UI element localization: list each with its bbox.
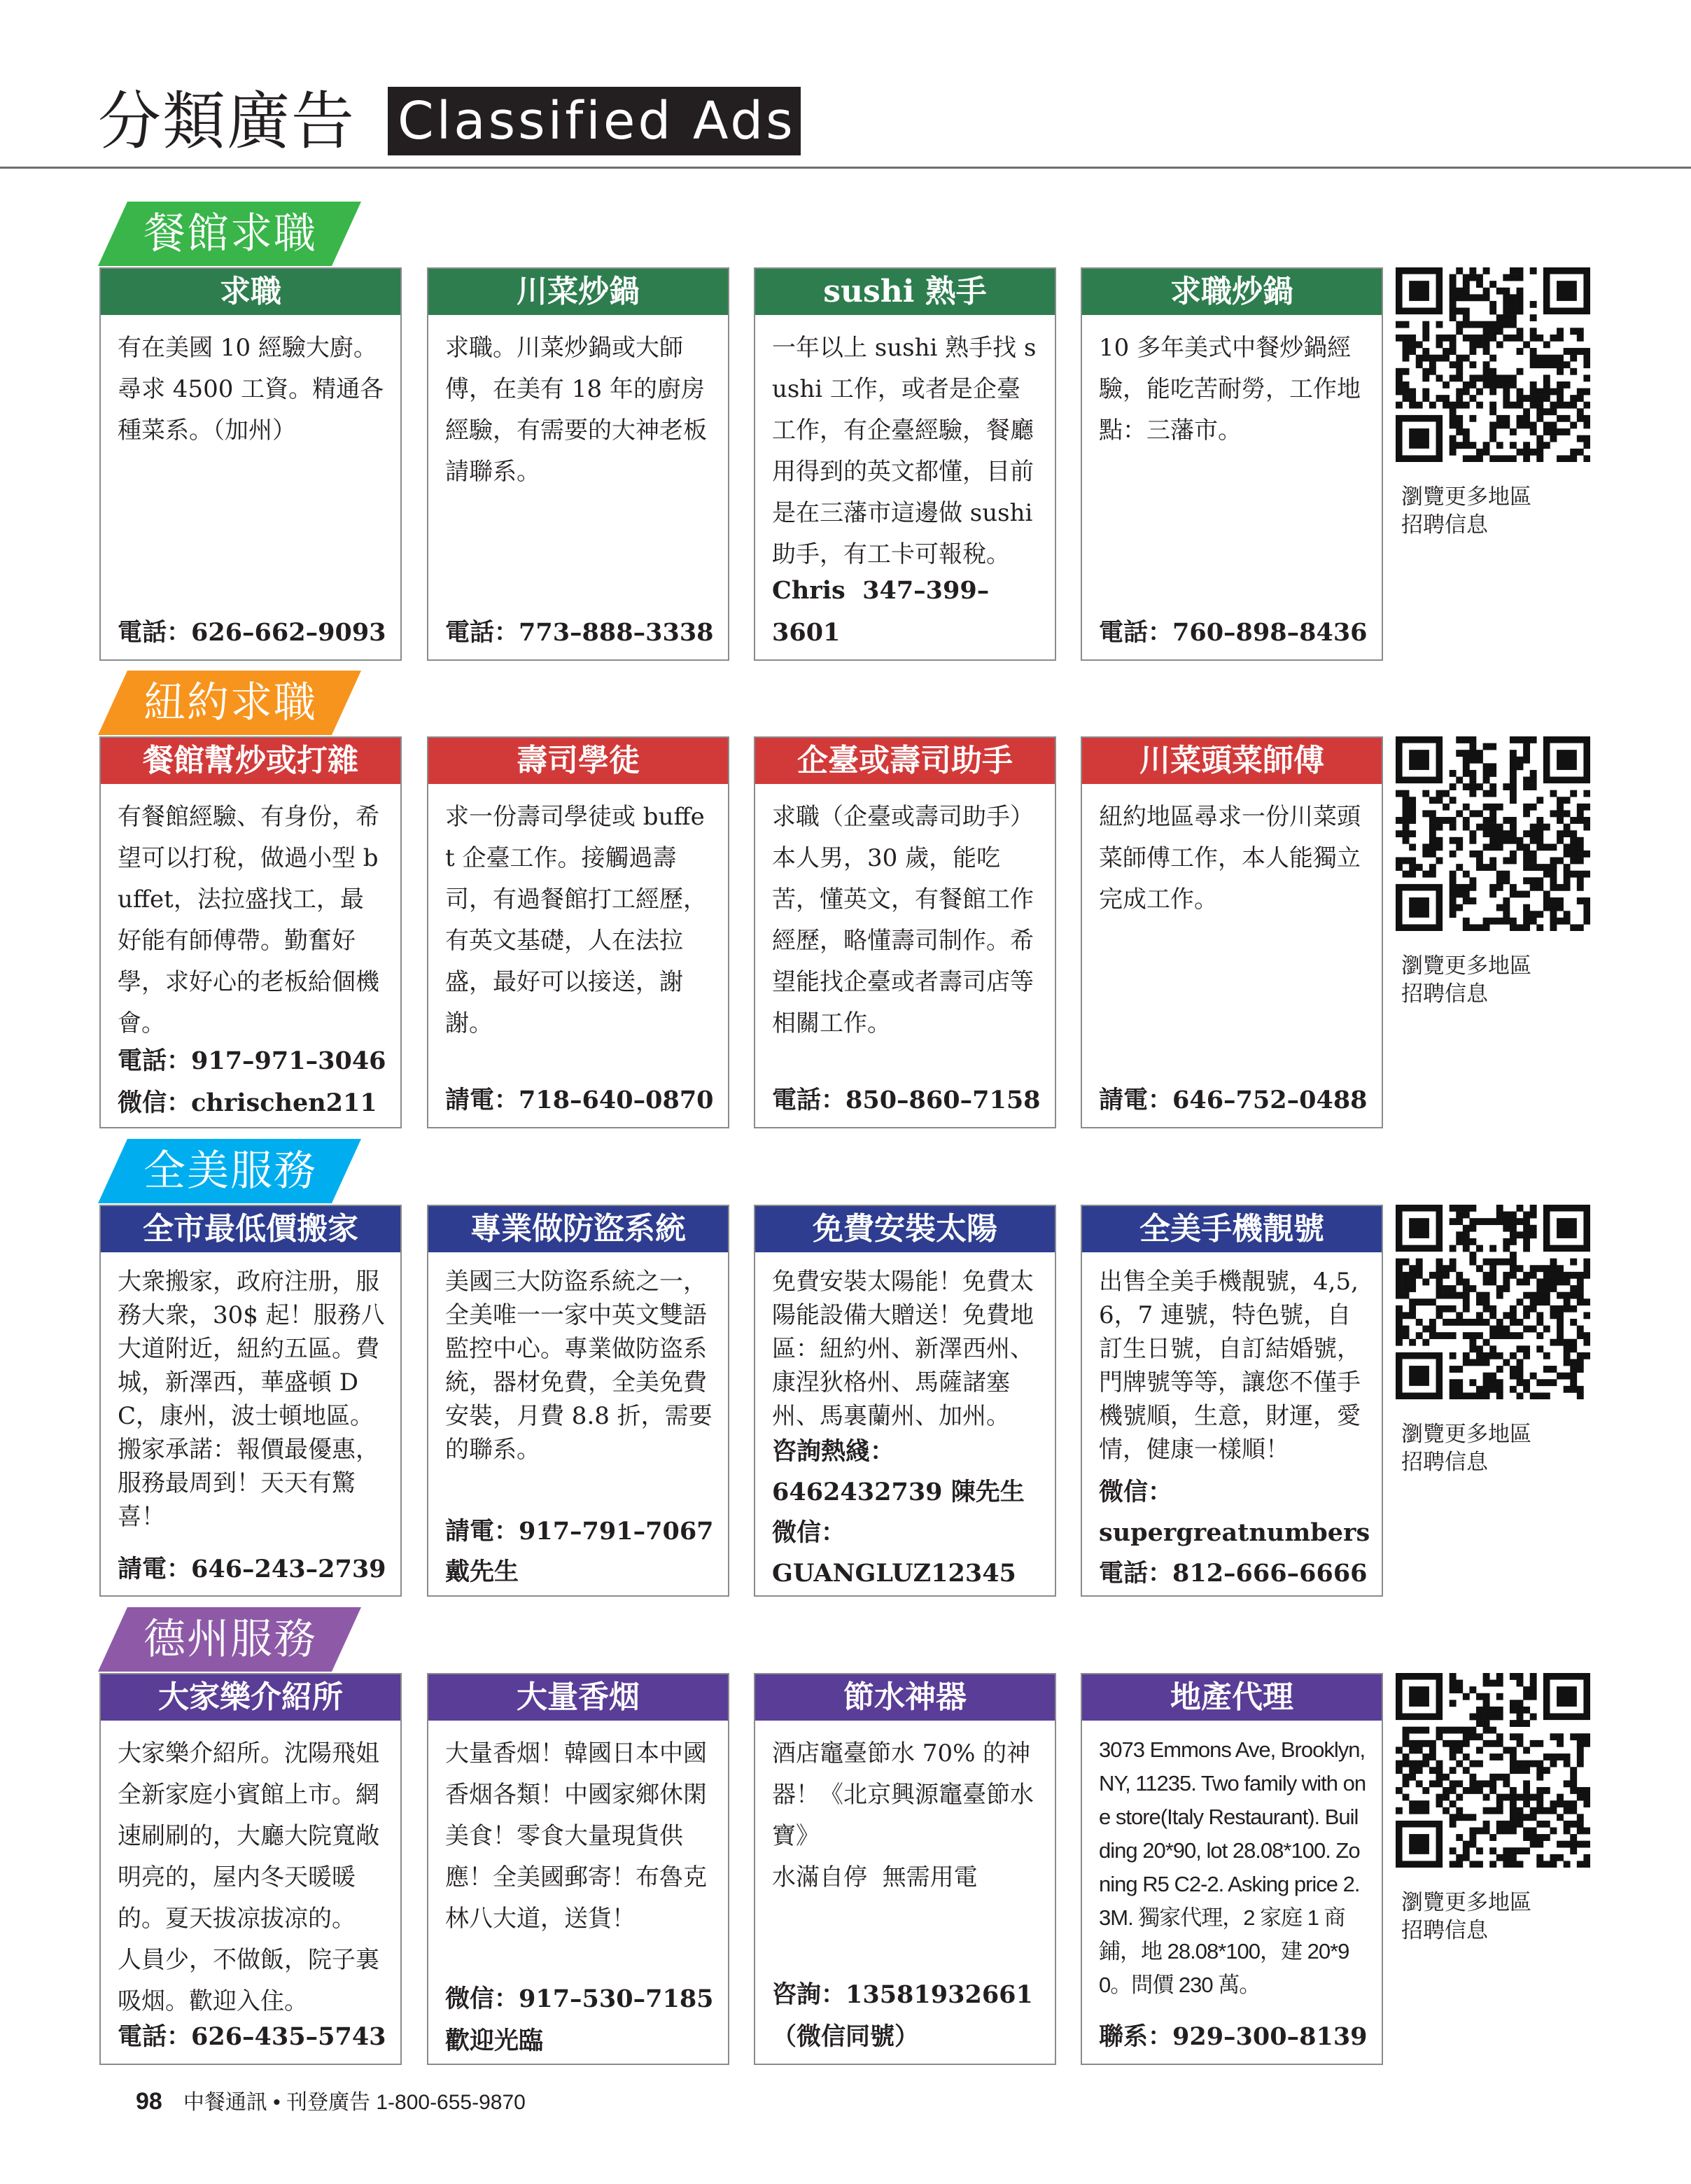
ad-contact: 電話：760–898–8436 (1099, 618, 1368, 647)
classified-ad-card (427, 736, 729, 1128)
ad-body: 有餐館經驗、有身份，希望可以打稅，做過小型 buffet，法拉盛找工，最好能有師傅帶。勤奮好學，求好心的老板給個機會。 (118, 803, 379, 1037)
ad-contact: 電話：850–860–7158 (772, 1086, 1041, 1114)
ad-title: 節水神器 (755, 1674, 1055, 1721)
section-banner (98, 671, 361, 735)
header-divider (0, 167, 1691, 169)
qr-caption-line1: 瀏覽更多地區 (1401, 1890, 1531, 1915)
ad-body: 求職（企臺或壽司助手）本人男，30 歲，能吃苦，懂英文，有餐館工作經歷，略懂壽司制作。希望能找企臺或者壽司店等相關工作。 (772, 803, 1034, 1037)
ad-contact: 電話：917–971–3046 微信：chrischen211 (118, 1046, 386, 1117)
section-banner (98, 202, 361, 266)
ad-body: 酒店竈臺節水 70% 的神器！《北京興源竈臺節水寶》 水滿自停 無需用電 (772, 1740, 1034, 1891)
qr-caption (1401, 483, 1569, 539)
page-number: 98 (136, 2088, 162, 2115)
ad-contact: 微信：917–530–7185 歡迎光臨 (445, 1984, 714, 2055)
ad-body: 紐約地區尋求一份川菜頭菜師傅工作，本人能獨立完成工作。 (1099, 803, 1361, 913)
classified-ad-card (1081, 267, 1383, 661)
section-banner (98, 1139, 361, 1203)
classified-ad-card (754, 736, 1056, 1128)
qr-code-icon[interactable] (1396, 1673, 1590, 1868)
classified-ad-card (754, 1673, 1056, 2065)
page-title-chinese: 分類廣告 (98, 85, 356, 158)
section-banner-label: 紐約求職 (143, 678, 317, 727)
ad-title: 求職炒鍋 (1082, 269, 1382, 315)
page-title-english: Classified Ads (388, 87, 801, 155)
classified-ad-card (1081, 736, 1383, 1128)
ad-contact: 微信： supergreatnumbers 電話：812–666–6666 (1099, 1478, 1370, 1588)
classified-ad-card (1081, 1673, 1383, 2065)
ad-title: 餐館幫炒或打雜 (101, 738, 400, 784)
ad-body: 大衆搬家，政府注册，服務大衆，30$ 起！服務八大道附近，紐約五區。費城，新澤西，華盛頓 DC，康州，波士頓地區。搬家承諾：報價最優惠，服務最周到！天天有驚喜！ (118, 1268, 385, 1531)
section-banner-label: 餐館求職 (143, 209, 317, 258)
qr-code-icon[interactable] (1396, 736, 1590, 931)
ad-title: 全美手機靚號 (1082, 1206, 1382, 1252)
section-banner (98, 1607, 361, 1672)
ad-body: 3073 Emmons Ave, Brooklyn, NY, 11235. Two family with one store(Italy Restaurant). Building 20*90, lot 28.08*100. Zoning R5 C2-2. Asking price 2.3M. 獨家代理，2 家庭 1 商鋪，地 28.08*100，建 20*90。問價 230 萬。 (1099, 1737, 1370, 1997)
ad-body: 一年以上 sushi 熟手找 sushi 工作，或者是企臺工作，有企臺經驗，餐廳用得到的英文都懂，目前是在三藩市這邊做 sushi 助手，有工卡可報稅。 (772, 334, 1041, 568)
ad-contact: 請電：646–243–2739 (118, 1555, 386, 1583)
ad-body: 求職。川菜炒鍋或大師傅，在美有 18 年的廚房經驗，有需要的大神老板請聯系。 (445, 334, 707, 486)
ad-title: 大量香烟 (428, 1674, 728, 1721)
ad-title: 企臺或壽司助手 (755, 738, 1055, 784)
qr-caption (1401, 952, 1569, 1008)
ad-body: 大量香烟！韓國日本中國香烟各類！中國家鄉休閑美食！零食大量現貨供應！全美國郵寄！布魯克林八大道，送貨！ (445, 1740, 707, 1933)
qr-caption-line2: 招聘信息 (1401, 512, 1488, 538)
section-banner-label: 德州服務 (143, 1615, 317, 1664)
qr-caption (1401, 1889, 1569, 1945)
ad-title: 川菜頭菜師傅 (1082, 738, 1382, 784)
ad-body: 免費安裝太陽能！免費太陽能設備大贈送！免費地區：紐約州、新澤西州、康涅狄格州、馬薩諸塞州、馬裏蘭州、加州。 (772, 1268, 1034, 1430)
qr-caption-line2: 招聘信息 (1401, 1450, 1488, 1475)
ad-body: 出售全美手機靚號，4,5,6，7 連號，特色號，自訂生日號，自訂結婚號，門牌號等等，讓您不僅手機號順，生意，財運，愛情，健康一樣順！ (1099, 1268, 1361, 1464)
ad-contact: 請電：917–791–7067 戴先生 (445, 1517, 714, 1586)
ad-contact: 聯系：929–300–8139 (1099, 2022, 1368, 2051)
classified-ad-card (99, 267, 402, 661)
ad-contact: 咨詢：13581932661 （微信同號） (772, 1980, 1033, 2051)
ad-title: 專業做防盜系統 (428, 1206, 728, 1252)
ad-contact: Chris 347–399–3601 (772, 576, 990, 647)
qr-caption-line2: 招聘信息 (1401, 981, 1488, 1007)
qr-code-icon[interactable] (1396, 267, 1590, 462)
classified-ad-card (427, 1673, 729, 2065)
ad-title: 川菜炒鍋 (428, 269, 728, 315)
ad-title: 全市最低價搬家 (101, 1206, 400, 1252)
footer-text: 中餐通訊 • 刊登廣告 1-800-655-9870 (183, 2091, 526, 2114)
ad-body: 10 多年美式中餐炒鍋經驗，能吃苦耐勞，工作地點：三藩市。 (1099, 334, 1361, 444)
qr-code-icon[interactable] (1396, 1205, 1590, 1399)
classified-ad-card (754, 1205, 1056, 1597)
ad-title: 免費安裝太陽 (755, 1206, 1055, 1252)
ad-contact: 電話：626–662–9093 (118, 618, 386, 647)
qr-caption (1401, 1420, 1569, 1476)
ad-contact: 請電：646–752–0488 (1099, 1086, 1368, 1114)
classified-ad-card (754, 267, 1056, 661)
classified-ad-card (427, 267, 729, 661)
ad-contact: 咨詢熱綫： 6462432739 陳先生 微信： GUANGLUZ12345 (772, 1437, 1025, 1588)
section-banner-label: 全美服務 (143, 1147, 317, 1196)
classified-ad-card (99, 736, 402, 1128)
ad-title: sushi 熟手 (755, 269, 1055, 315)
ad-title: 壽司學徒 (428, 738, 728, 784)
ad-title: 地產代理 (1082, 1674, 1382, 1721)
classified-ad-card (1081, 1205, 1383, 1597)
ad-body: 有在美國 10 經驗大廚。尋求 4500 工資。精通各種菜系。（加州） (118, 334, 384, 444)
qr-caption-line1: 瀏覽更多地區 (1401, 484, 1531, 510)
ad-contact: 電話：626–435–5743 (118, 2022, 386, 2051)
classified-ad-card (427, 1205, 729, 1597)
classified-ad-card (99, 1673, 402, 2065)
ad-contact: 電話：773–888–3338 (445, 618, 714, 647)
ad-body: 大家樂介紹所。沈陽飛姐全新家庭小賓館上市。網速刷刷的，大廳大院寬敞明亮的，屋内冬天暖暖的。夏天拔凉拔凉的。 人員少，不做飯，院子裏吸烟。歡迎入住。 (118, 1740, 379, 2015)
qr-caption-line1: 瀏覽更多地區 (1401, 953, 1531, 979)
ad-title: 大家樂介紹所 (101, 1674, 400, 1721)
page-footer (136, 2085, 526, 2115)
ad-title: 求職 (101, 269, 400, 315)
ad-contact: 請電：718–640–0870 (445, 1086, 714, 1114)
ad-body: 美國三大防盜系統之一，全美唯一一家中英文雙語監控中心。專業做防盗系統，器材免費，全美免費安裝，月費 8.8 折，需要的聯系。 (445, 1268, 713, 1464)
ad-body: 求一份壽司學徒或 buffet 企臺工作。接觸過壽司，有過餐館打工經歷，有英文基礎，人在法拉盛，最好可以接送，謝謝。 (445, 803, 707, 1037)
qr-caption-line2: 招聘信息 (1401, 1918, 1488, 1943)
qr-caption-line1: 瀏覽更多地區 (1401, 1422, 1531, 1447)
classified-ad-card (99, 1205, 402, 1597)
